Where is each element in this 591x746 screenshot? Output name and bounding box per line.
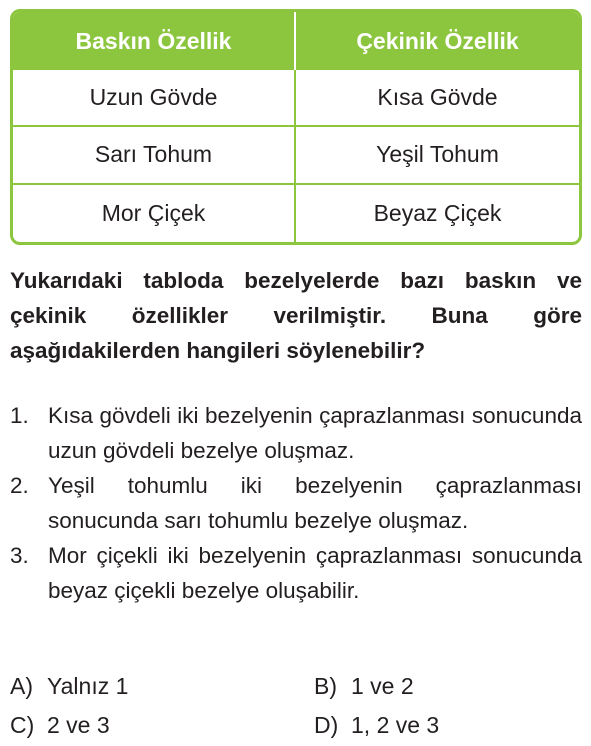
statement-text: Mor çiçekli iki bezelyenin çaprazlanması sonucunda beyaz çiçekli bezelye oluşabilir.	[48, 543, 582, 603]
option-letter: B)	[314, 673, 337, 699]
statement-item	[10, 538, 582, 608]
question-text: Yukarıdaki tabloda bezelyelerde bazı baskın ve çekinik özellikler verilmiştir. Buna göre aşağıdakilerden hangileri söylenebilir?	[10, 268, 582, 363]
statement-item	[10, 398, 582, 468]
statement-number: 2.	[10, 473, 29, 498]
option-letter: C)	[10, 712, 35, 738]
traits-table	[10, 9, 582, 245]
header-recessive: Çekinik Özellik	[296, 12, 579, 70]
statement-number: 3.	[10, 543, 29, 568]
option-text: 2 ve 3	[47, 712, 110, 738]
option-letter: A)	[10, 673, 33, 699]
option-text: 1, 2 ve 3	[351, 712, 440, 738]
option-letter: D)	[314, 712, 339, 738]
table-cell: Beyaz Çiçek	[373, 199, 502, 226]
statement-text: Kısa gövdeli iki bezelyenin çaprazlanması sonucunda uzun gövdeli bezelye oluşmaz.	[48, 403, 582, 463]
option-text: Yalnız 1	[47, 673, 129, 699]
table-cell: Yeşil Tohum	[296, 127, 579, 184]
option-d[interactable]	[314, 710, 439, 740]
option-text: 1 ve 2	[351, 673, 414, 699]
table-cell: Mor Çiçek	[13, 185, 296, 242]
statement-text: Yeşil tohumlu iki bezelyenin çaprazlanması sonucunda sarı tohumlu bezelye oluşmaz.	[48, 473, 582, 533]
header-dominant: Baskın Özellik	[13, 12, 296, 70]
option-b[interactable]	[314, 671, 414, 701]
table-cell: Uzun Gövde	[13, 70, 296, 127]
option-c[interactable]	[10, 710, 110, 740]
option-a[interactable]	[10, 671, 128, 701]
statement-number: 1.	[10, 403, 29, 428]
statement-list	[10, 398, 582, 608]
statement-item	[10, 468, 582, 538]
table-cell: Sarı Tohum	[13, 127, 296, 184]
table-cell: Kısa Gövde	[296, 70, 579, 127]
